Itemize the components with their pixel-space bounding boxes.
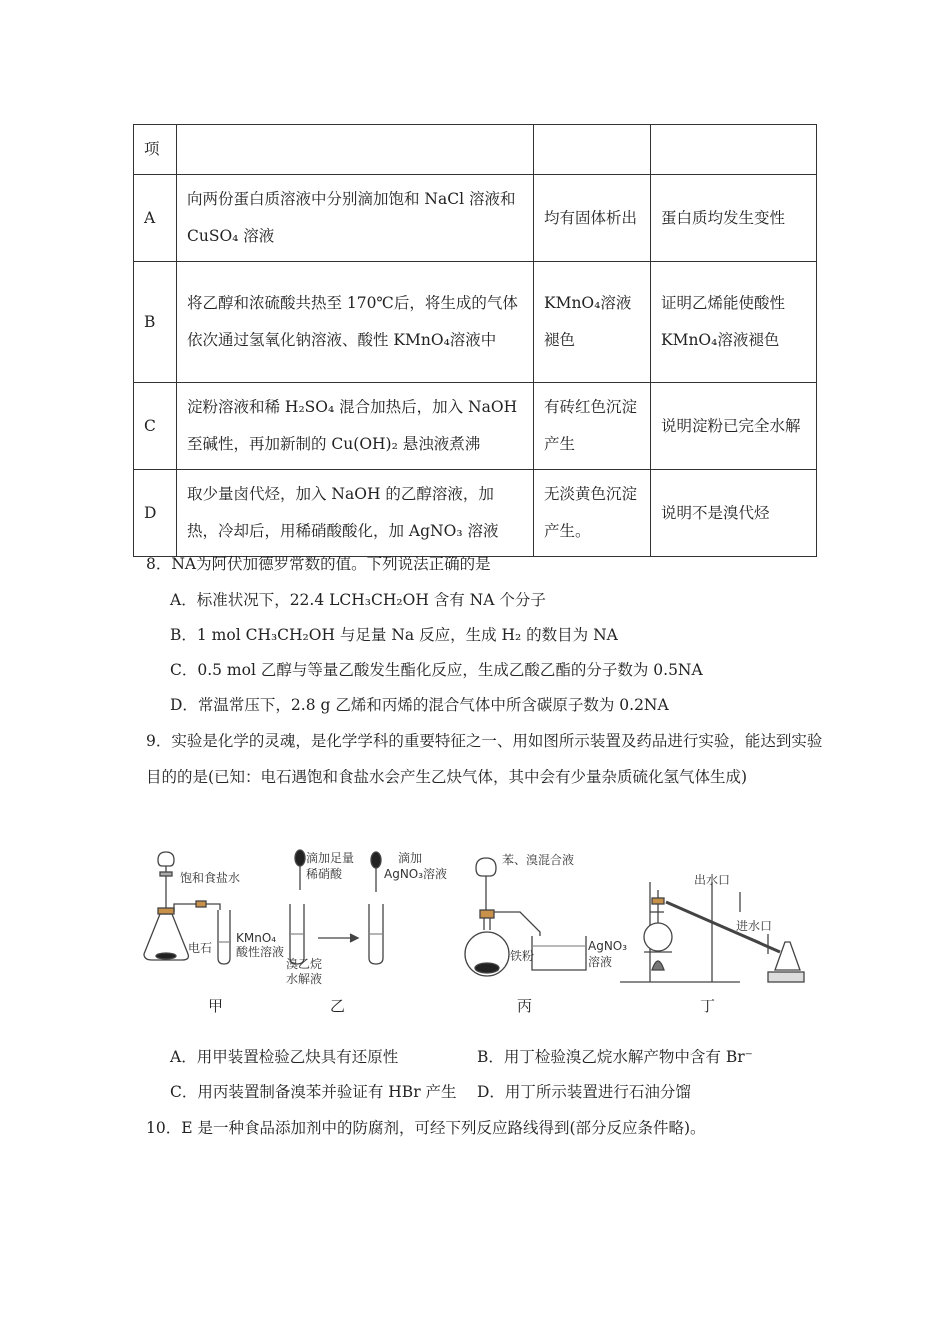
operation-cell: 取少量卤代烃，加入 NaOH 的乙醇溶液，加热，冷却后，用稀硝酸酸化，加 AgNO₃ 溶液 [177, 470, 534, 557]
table-cell [177, 125, 534, 175]
label-add-excess: 滴加足量 [306, 851, 355, 865]
table-row [134, 125, 817, 175]
operation-cell: 向两份蛋白质溶液中分别滴加饱和 NaCl 溶液和 CuSO₄ 溶液 [177, 175, 534, 262]
label-water-inlet: 进水口 [736, 919, 773, 933]
label-kmno4: KMnO₄ [236, 931, 277, 945]
caption-bing: 丙 [517, 997, 533, 1015]
row-label: A [134, 175, 177, 262]
phenomenon-cell: 均有固体析出 [534, 175, 651, 262]
phenomenon-cell: KMnO₄溶液褪色 [534, 262, 651, 383]
operation-cell: 淀粉溶液和稀 H₂SO₄ 混合加热后，加入 NaOH 至碱性，再加新制的 Cu(OH)₂ 悬浊液煮沸 [177, 383, 534, 470]
label-hydrolysate: 水解液 [286, 972, 323, 986]
table-row [134, 262, 817, 383]
conclusion-cell: 证明乙烯能使酸性 KMnO₄溶液褪色 [651, 262, 817, 383]
label-calcium-carbide: 电石 [188, 941, 213, 955]
table-row [134, 175, 817, 262]
q10-stem: 10．E 是一种食品添加剂中的防腐剂，可经下列反应路线得到(部分反应条件略)。 [146, 1119, 706, 1137]
experiment-table [133, 124, 817, 557]
table-cell: 项 [134, 125, 177, 175]
label-water-outlet: 出水口 [694, 873, 731, 887]
q9-stem: 9．实验是化学的灵魂，是化学学科的重要特征之一、用如图所示装置及药品进行实验，能达到实验目的的是(已知：电石遇饱和食盐水会产生乙炔气体，其中会有少量杂质硫化氢气体生成) [146, 732, 823, 786]
label-agno3-solution: AgNO₃溶液 [384, 867, 448, 881]
conclusion-cell: 蛋白质均发生变性 [651, 175, 817, 262]
apparatus-ding [620, 882, 804, 982]
label-dilute-nitric-acid: 稀硝酸 [306, 867, 343, 881]
table-cell [534, 125, 651, 175]
caption-jia: 甲 [208, 997, 224, 1015]
label-benzene-bromine: 苯、溴混合液 [502, 853, 575, 867]
label-add: 滴加 [398, 851, 423, 865]
row-label: B [134, 262, 177, 383]
label-solution: 溶液 [588, 955, 613, 969]
table-row [134, 383, 817, 470]
q8-option-c: C．0.5 mol 乙醇与等量乙酸发生酯化反应，生成乙酸乙酯的分子数为 0.5NA [170, 661, 703, 679]
caption-ding: 丁 [700, 997, 716, 1015]
operation-cell: 将乙醇和浓硫酸共热至 170℃后，将生成的气体依次通过氢氧化钠溶液、酸性 KMnO₄溶液中 [177, 262, 534, 383]
table-cell [651, 125, 817, 175]
label-saturated-brine: 饱和食盐水 [180, 871, 241, 885]
q9-option-b: B．用丁检验溴乙烷水解产物中含有 Br⁻ [477, 1048, 753, 1066]
row-label: C [134, 383, 177, 470]
label-iron-powder: 铁粉 [510, 949, 535, 963]
apparatus-jia [144, 852, 230, 964]
q8-stem: 8．NA为阿伏加德罗常数的值。下列说法正确的是 [146, 555, 491, 573]
table-row [134, 470, 817, 557]
conclusion-cell: 说明淀粉已完全水解 [651, 383, 817, 470]
caption-yi: 乙 [330, 997, 346, 1015]
label-agno3: AgNO₃ [588, 939, 628, 953]
conclusion-cell: 说明不是溴代烃 [651, 470, 817, 557]
label-acidic-solution: 酸性溶液 [236, 945, 285, 959]
q8-option-d: D．常温常压下，2.8 g 乙烯和丙烯的混合气体中所含碳原子数为 0.2NA [170, 696, 669, 714]
q9-option-d: D．用丁所示装置进行石油分馏 [477, 1083, 691, 1101]
q8-option-b: B．1 mol CH₃CH₂OH 与足量 Na 反应，生成 H₂ 的数目为 NA [170, 626, 618, 644]
q8-option-a: A．标准状况下，22.4 LCH₃CH₂OH 含有 NA 个分子 [170, 591, 546, 609]
label-bromoethane: 溴乙烷 [286, 957, 323, 971]
phenomenon-cell: 无淡黄色沉淀产生。 [534, 470, 651, 557]
phenomenon-cell: 有砖红色沉淀产生 [534, 383, 651, 470]
apparatus-figure [140, 842, 810, 992]
q9-option-a: A．用甲装置检验乙炔具有还原性 [170, 1048, 399, 1066]
q9-option-c: C．用丙装置制备溴苯并验证有 HBr 产生 [170, 1083, 457, 1101]
row-label: D [134, 470, 177, 557]
